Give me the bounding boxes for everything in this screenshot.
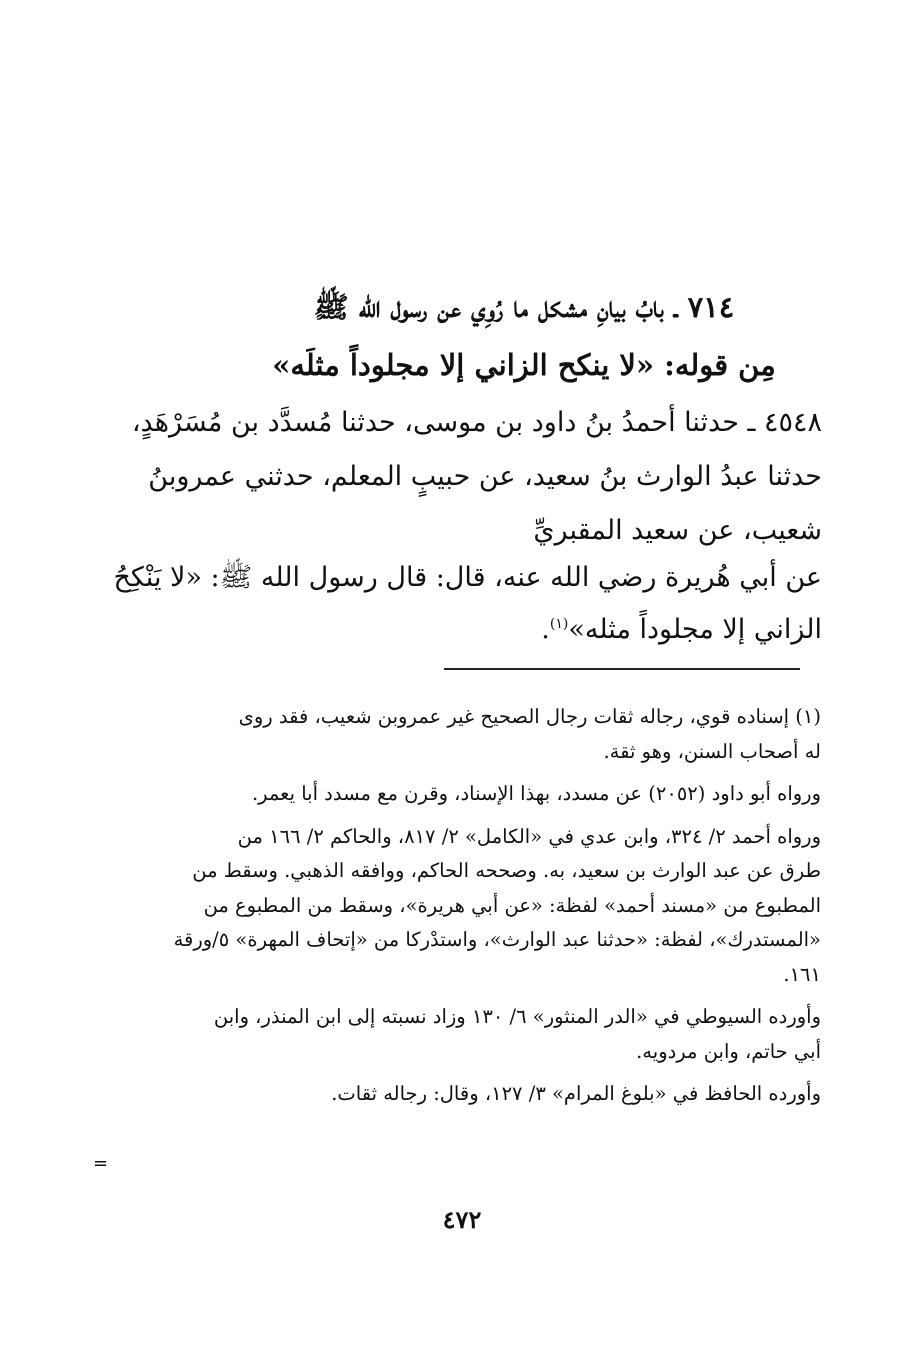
footnotes (105, 700, 821, 1120)
footnote-separator (444, 668, 800, 670)
footnote-line: المطبوع من «مسند أحمد» لفظة: «عن أبي هريرة»، وسقط من المطبوع من (203, 893, 821, 917)
footnote-line: وأورده السيوطي في «الدر المنثور» ٦/ ١٣٠ وزاد نسبته إلى ابن المنذر، وابن (213, 1005, 821, 1028)
hadith-matn (106, 552, 822, 656)
footnote-line: (١) إسناده قوي، رجاله ثقات رجال الصحيح غير عمروبن شعيب، فقد روى (238, 705, 821, 728)
footnote-paragraph (105, 1077, 821, 1112)
matn-text: الزاني إلا مجلوداً مثله» (568, 614, 822, 645)
chapter-heading (219, 278, 829, 394)
footnote-line: ١٦١. (783, 962, 821, 986)
footnote-paragraph (105, 777, 821, 812)
footnote-paragraph (105, 820, 821, 993)
matn-line: عن أبي هُريرة رضي الله عنه، قال: قال رسول الله ﷺ: «لا يَنْكِحُ (113, 562, 822, 593)
chapter-heading-line-2: مِن قوله: «لا ينكح الزاني إلا مجلوداً مثلَه» (272, 348, 776, 382)
footnote-paragraph (105, 1000, 821, 1069)
page-number: ٤٧٢ (442, 1205, 482, 1234)
isnad-line: ٤٥٤٨ ـ حدثنا أحمدُ بنُ داود بن موسى، حدثنا مُسدَّد بن مُسَرْهَدٍ، (131, 407, 822, 438)
matn-line-last (106, 604, 822, 656)
isnad-line: حدثنا عبدُ الوارث بنُ سعيد، عن حبيبٍ المعلم، حدثني عمروبنُ (148, 461, 822, 492)
footnote-line: وأورده الحافظ في «بلوغ المرام» ٣/ ١٢٧، وقال: رجاله ثقات. (331, 1082, 821, 1105)
chapter-heading-line-1: ٧١٤ ـ بابُ بيانِ مشكل ما رُوِي عن رسول الله ﷺ (313, 290, 735, 324)
continuation-mark: = (93, 1153, 109, 1174)
hadith-isnad (106, 396, 822, 558)
footnote-reference[interactable]: (١) (549, 616, 569, 632)
footnote-line: ورواه أبو داود (٢٠٥٢) عن مسدد، بهذا الإسناد، وقرن مع مسدد أبا يعمر. (251, 782, 821, 805)
isnad-line: شعيب، عن سعيد المقبريِّ (533, 515, 822, 546)
footnote-line: طرق عن عبد الوارث بن سعيد، به. وصححه الحاكم، ووافقه الذهبي. وسقط من (192, 859, 821, 882)
matn-end-punctuation: . (541, 614, 550, 645)
footnote-line: أبي حاتم، وابن مردويه. (636, 1039, 821, 1063)
footnote-line: له أصحاب السنن، وهو ثقة. (603, 739, 821, 763)
footnote-paragraph (105, 700, 821, 769)
footnote-line: ورواه أحمد ٢/ ٣٢٤، وابن عدي في «الكامل» ٢/ ٨١٧، والحاكم ٢/ ١٦٦ من (237, 824, 821, 848)
footnote-line: «المستدرك»، لفظة: «حدثنا عبد الوارث»، واستدْركا من «إتحاف المهرة» ٥/ورقة (173, 928, 821, 951)
